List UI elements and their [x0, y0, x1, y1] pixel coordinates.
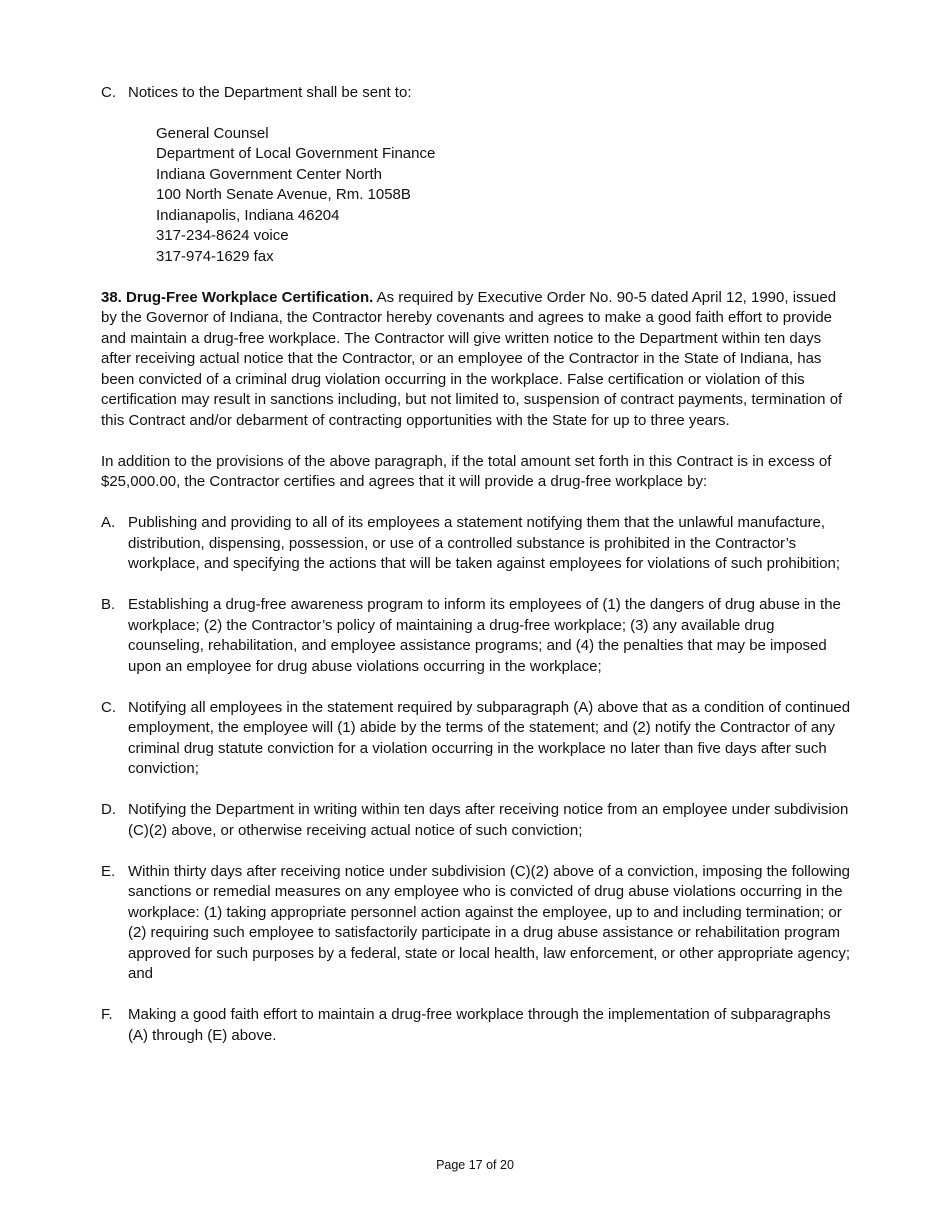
notice-text: Notices to the Department shall be sent to: [128, 84, 412, 101]
address-line: Indiana Government Center North [156, 165, 382, 183]
list-item-text: Making a good faith effort to maintain a drug-free workplace through the implementation of subparagraphs (A) through (E) above. [128, 1006, 831, 1044]
list-item-text: Publishing and providing to all of its employees a statement notifying them that the unlawful manufacture, distribution, dispensing, possession, or use of a controlled substance is prohibited in the Contractor’s workplace, and specifying the actions that will be taken against employees for violations of such prohibition; [128, 514, 841, 572]
section-heading: 38. Drug-Free Workplace Certification. [101, 288, 374, 306]
list-marker: C. [101, 84, 116, 101]
list-marker: B. [101, 596, 116, 613]
notice-item [101, 83, 853, 104]
address-line: Department of Local Government Finance [156, 145, 436, 162]
list-item [101, 595, 853, 677]
list-item-text: Notifying the Department in writing within ten days after receiving notice from an employee under subdivision (C)(2) above, or otherwise receiving actual notice of such conviction; [128, 801, 849, 839]
list-marker: F. [101, 1006, 113, 1023]
address-line: Indianapolis, Indiana 46204 [156, 206, 340, 224]
list-item [101, 513, 853, 575]
list-marker: E. [101, 862, 116, 880]
list-marker: D. [101, 801, 116, 818]
additional-paragraph: In addition to the provisions of the above paragraph, if the total amount set forth in this Contract is in excess of $25,000.00, the Contractor certifies and agrees that it will provide a drug-free workplace by: [101, 452, 832, 490]
list-item-text: Notifying all employees in the statement required by subparagraph (A) above that as a condition of continued employment, the employee will (1) abide by the terms of the statement; and (2) notify the Contractor of any criminal drug statute conviction for a violation occurring in the workplace no later than five days after such conviction; [128, 698, 851, 777]
address-line: 100 North Senate Avenue, Rm. 1058B [156, 186, 411, 203]
section-38-paragraph [101, 288, 853, 432]
address-line: 317-234-8624 voice [156, 227, 289, 244]
list-item [101, 698, 853, 780]
list-item [101, 800, 853, 841]
list-item-text: Within thirty days after receiving notice under subdivision (C)(2) above of a conviction, imposing the following sanctions or remedial measures on any employee who is convicted of drug abuse violations occurring in the workplace: (1) taking appropriate personnel action against the employee, up to and including termination; or (2) requiring such employee to satisfactorily participate in a drug abuse assistance or rehabilitation program approved for such purposes by a federal, state or local health, law enforcement, or other appropriate agency; and [128, 862, 851, 982]
address-block [156, 124, 853, 268]
section-body: As required by Executive Order No. 90-5 dated April 12, 1990, issued by the Governor of Indiana, the Contractor hereby covenants and agrees to make a good faith effort to provide and maintain a drug-free workplace. The Contractor will give written notice to the Department within ten days after receiving actual notice that the Contractor, or an employee of the Contractor in the State of Indiana, has been convicted of a criminal drug violation occurring in the workplace. False certification or violation of this certification may result in sanctions including, but not limited to, suspension of contract payments, termination of this Contract and/or debarment of contracting opportunities with the State for up to three years. [101, 288, 843, 429]
address-line: 317-974-1629 fax [156, 247, 274, 265]
list-item [101, 1005, 853, 1046]
list-item [101, 862, 853, 985]
page-number: Page 17 of 20 [436, 1158, 514, 1172]
list-marker: A. [101, 514, 116, 531]
address-line: General Counsel [156, 124, 269, 142]
list-marker: C. [101, 698, 116, 716]
document-page [101, 83, 853, 1046]
list-item-text: Establishing a drug-free awareness program to inform its employees of (1) the dangers of drug abuse in the workplace; (2) the Contractor’s policy of maintaining a drug-free workplace; (3) any available drug counseling, rehabilitation, and employee assistance programs; and (4) the penalties that may be imposed upon an employee for drug abuse violations occurring in the workplace; [128, 596, 841, 675]
